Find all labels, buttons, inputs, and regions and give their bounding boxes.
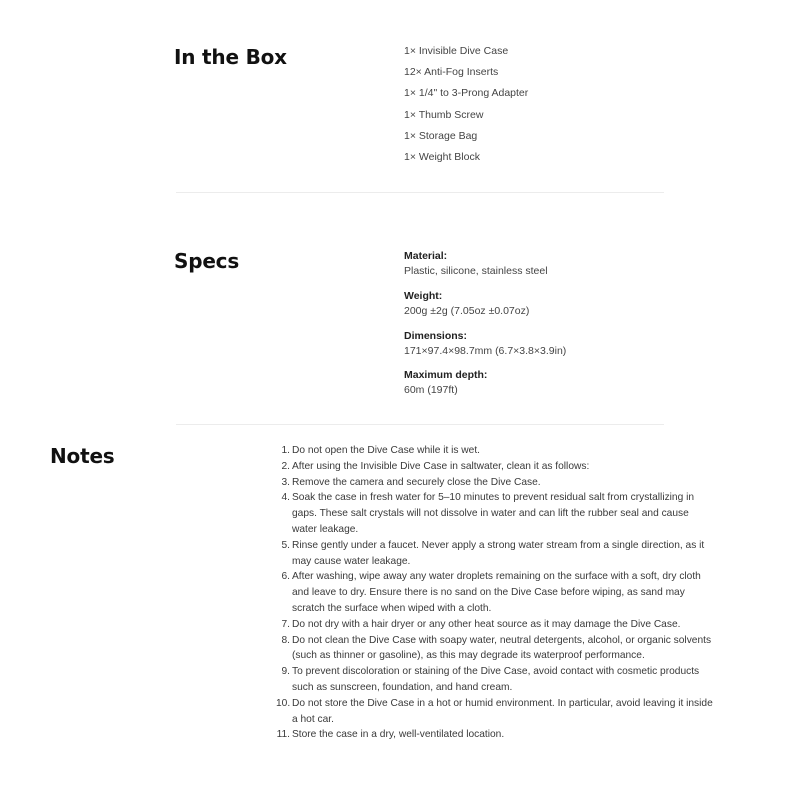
notes-list xyxy=(276,443,716,743)
section-divider xyxy=(176,424,664,425)
note-item xyxy=(276,443,716,459)
in-the-box-heading: In the Box xyxy=(174,45,287,69)
note-text: To prevent discoloration or staining of the Dive Case, avoid contact with cosmetic products such as sunscreen, foundation, and hand cream. xyxy=(292,666,700,693)
note-text: After washing, wipe away any water droplets remaining on the surface with a soft, dry cloth and leave to dry. Ensure there is no sand on the Dive Case before wiping, as sand may scratch the surface when wiped with a cloth. xyxy=(292,571,701,614)
box-item: 1× Storage Bag xyxy=(404,129,478,142)
box-item: 1× Thumb Screw xyxy=(404,108,484,121)
note-item xyxy=(276,569,716,616)
note-item xyxy=(276,727,716,743)
note-text: Do not store the Dive Case in a hot or humid environment. In particular, avoid leaving it inside a hot car. xyxy=(292,697,713,725)
note-item xyxy=(276,633,716,665)
note-text: Remove the camera and securely close the Dive Case. xyxy=(292,476,541,488)
note-number: 3. xyxy=(281,476,290,488)
spec-dimensions xyxy=(404,329,566,369)
note-number: 4. xyxy=(281,492,290,504)
note-text: Do not open the Dive Case while it is wet. xyxy=(292,445,480,456)
box-item: 1× Invisible Dive Case xyxy=(404,45,509,57)
specs-heading: Specs xyxy=(174,249,240,273)
spec-value: 171×97.4×98.7mm (6.7×3.8×3.9in) xyxy=(404,344,567,357)
spec-value: 60m (197ft) xyxy=(404,384,458,397)
box-item: 1× Weight Block xyxy=(404,150,480,163)
note-number: 6. xyxy=(281,571,290,583)
note-number: 10. xyxy=(276,697,291,709)
note-item xyxy=(276,617,716,633)
box-item: 12× Anti-Fog Inserts xyxy=(404,66,499,79)
spec-value: 200g ±2g (7.05oz ±0.07oz) xyxy=(404,304,530,317)
spec-value: Plastic, silicone, stainless steel xyxy=(404,265,548,277)
in-the-box-list xyxy=(404,44,528,171)
spec-max-depth xyxy=(404,368,566,408)
note-item xyxy=(276,490,716,537)
note-number: 5. xyxy=(281,539,290,551)
note-text: Rinse gently under a faucet. Never apply a strong water stream from a single direction, as it may cause water leakage. xyxy=(292,539,705,567)
note-text: Store the case in a dry, well-ventilated location. xyxy=(292,729,505,741)
spec-label: Dimensions: xyxy=(404,329,468,342)
note-text: After using the Invisible Dive Case in saltwater, clean it as follows: xyxy=(292,460,590,472)
note-number: 7. xyxy=(281,618,290,630)
note-number: 2. xyxy=(281,460,290,472)
spec-label: Weight: xyxy=(404,289,443,302)
box-item: 1× 1/4" to 3-Prong Adapter xyxy=(404,87,529,100)
note-number: 9. xyxy=(281,666,290,678)
note-item xyxy=(276,459,716,475)
note-text: Do not clean the Dive Case with soapy water, neutral detergents, alcohol, or organic solvents (such as thinner or gasoline), as this may degrade its waterproof performance. xyxy=(292,634,712,662)
note-item xyxy=(276,696,716,728)
note-text: Do not dry with a hair dryer or any other heat source as it may damage the Dive Case. xyxy=(292,618,681,630)
section-divider xyxy=(176,192,664,193)
spec-label: Material: xyxy=(404,250,448,262)
spec-label: Maximum depth: xyxy=(404,369,488,382)
note-item xyxy=(276,664,716,696)
spec-weight xyxy=(404,289,566,329)
note-number: 1. xyxy=(281,445,290,456)
note-number: 8. xyxy=(281,634,290,646)
note-item xyxy=(276,538,716,570)
note-item xyxy=(276,475,716,491)
notes-heading: Notes xyxy=(50,444,115,468)
specs-list xyxy=(404,249,566,408)
note-text: Soak the case in fresh water for 5–10 minutes to prevent residual salt from crystallizing in gaps. These salt crystals will not dissolve in water and can lift the rubber seal and cause water leakage. xyxy=(292,492,695,535)
spec-material xyxy=(404,249,566,289)
note-number: 11. xyxy=(276,729,290,741)
